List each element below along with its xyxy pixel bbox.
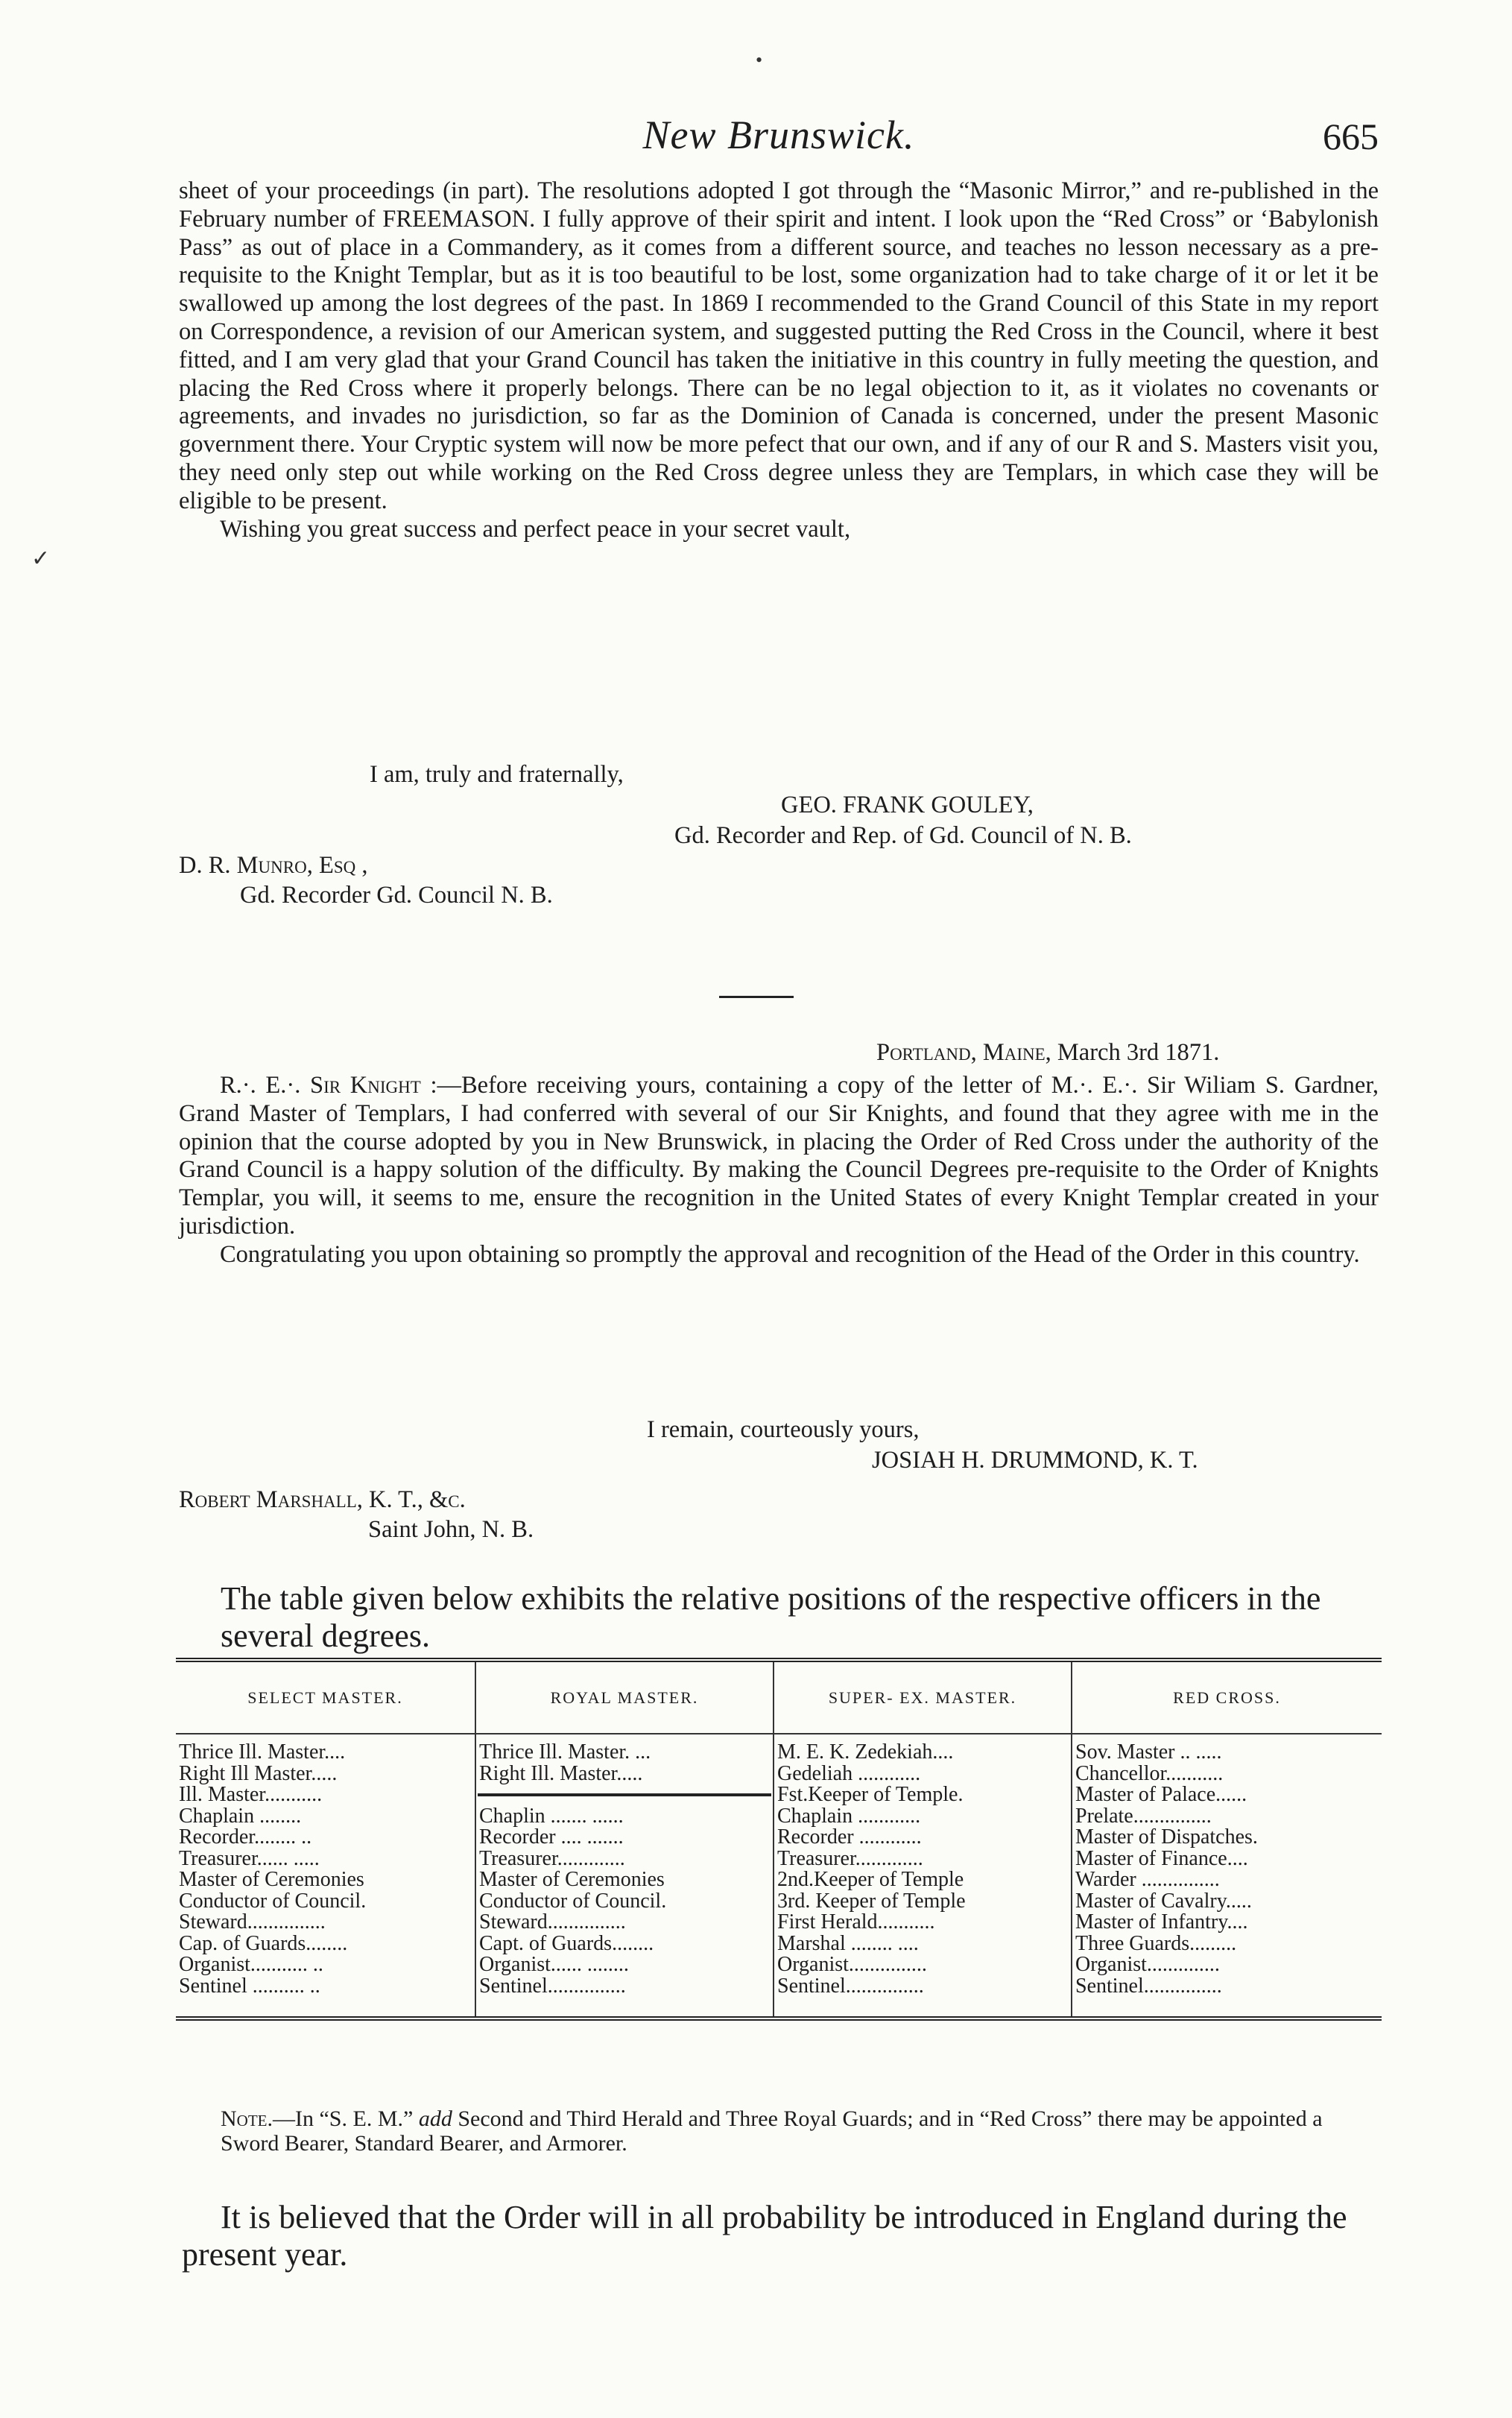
letter1-wishing: Wishing you great success and perfect peace in your secret vault,	[220, 515, 851, 543]
letter1-text	[179, 177, 1379, 543]
table-cell: Fst.Keeper of Temple.	[774, 1784, 1072, 1806]
table-cell: Thrice Ill. Master. ...	[475, 1734, 774, 1764]
table-row	[176, 1784, 1382, 1806]
table-cell: Master of Infantry....	[1075, 1912, 1248, 1934]
table-cell: Master of Dispatches.	[1075, 1827, 1258, 1849]
table-cell: Thrice Ill. Master....	[176, 1734, 475, 1764]
margin-check-mark: ✓	[31, 546, 51, 571]
table-cell: Right Ill. Master.....	[475, 1764, 774, 1785]
table-intro-text: The table given below exhibits the relative positions of the respective officers in the several degrees.	[221, 1580, 1321, 1654]
table-cell: Master of Cavalry.....	[1075, 1890, 1252, 1912]
table-cell: Master of Finance....	[1075, 1848, 1248, 1869]
table-cell: Treasurer...... .....	[176, 1849, 475, 1870]
table-row	[176, 1976, 1382, 2019]
table-row	[176, 1734, 1382, 1764]
letter2-salutation: R.·. E.·. Sir Knight :	[220, 1072, 437, 1099]
table-cell-rule	[475, 1784, 774, 1806]
note-text-2: Second and Third Herald and Three Royal Guards; and in “Red Cross” there may be appointed a Sword Bearer, Standard Bearer, and Armorer.	[221, 2106, 1323, 2156]
table-cell: Chaplain ........	[176, 1806, 475, 1828]
table-cell: Master of Ceremonies	[475, 1869, 774, 1891]
table-cell: Steward...............	[475, 1912, 774, 1934]
letter2-dateline-place: Portland, Maine,	[876, 1039, 1051, 1066]
note-add-word: add	[418, 2106, 452, 2131]
table-cell: Chaplain ............	[774, 1806, 1072, 1828]
table-note	[221, 2106, 1383, 2156]
table-cell: Conductor of Council.	[475, 1891, 774, 1913]
table-row	[176, 1827, 1382, 1849]
column-header: RED CROSS.	[1072, 1660, 1382, 1734]
running-title: New Brunswick.	[642, 113, 915, 157]
closing-paragraph: It is believed that the Order will in all probability be introduced in England during the present year.	[182, 2199, 1347, 2273]
letter2-dateline-date: March 3rd 1871.	[1057, 1039, 1220, 1066]
table-cell: Organist..............	[1075, 1954, 1220, 1976]
table-cell: Chaplin ....... ......	[475, 1806, 774, 1828]
table-cell: Organist........... ..	[176, 1954, 475, 1976]
table-cell: Organist...............	[774, 1954, 1072, 1976]
table-cell: Recorder ............	[774, 1827, 1072, 1849]
letter1-signature-title: Gd. Recorder and Rep. of Gd. Council of N. B.	[674, 822, 1132, 849]
table-cell: Prelate...............	[1075, 1805, 1212, 1827]
table-cell: 2nd.Keeper of Temple	[774, 1869, 1072, 1891]
page-header	[179, 112, 1379, 164]
table-cell: Recorder........ ..	[176, 1827, 475, 1849]
table-row	[176, 1934, 1382, 1955]
letter2-congrats: Congratulating you upon obtaining so promptly the approval and recognition of the Head of the Order in this country.	[220, 1240, 1360, 1268]
table-cell: Marshal ........ ....	[774, 1934, 1072, 1955]
table-cell: Cap. of Guards........	[176, 1934, 475, 1955]
letter1-body: sheet of your proceedings (in part). The resolutions adopted I got through the “Masonic Mirror,” and re-published in the February number of FREEMASON. I fully approve of their spirit and intent. I look upon the “Red Cross” or ‘Babylonish Pass” as out of place in a Commandery, as it comes from a different source, and teaches no lesson necessary as a pre-requisite to the Knight Templar, but as it is too beautiful to be lost, some organization had to take charge of it or let it be swallowed up among the lost degrees of the past. In 1869 I recommended to the Grand Council of this State in my report on Correspondence, a revision of our American system, and suggested putting the Red Cross in the Council, where it best fitted, and I am very glad that your Grand Council has taken the initiative in this country in fully meeting the question, and placing the Red Cross where it properly belongs. There can be no legal objection to it, as it violates no covenants or agreements, and invades no jurisdiction, so far as the Dominion of Canada is concerned, under the present Masonic government there. Your Cryptic system will now be more pefect that our own, and if any of our R and S. Masters visit you, they need only step out while working on the Red Cross degree unless they are Templars, in which case they will be eligible to be present.	[179, 177, 1379, 514]
column-header: SUPER- EX. MASTER.	[774, 1660, 1072, 1734]
table-cell: Recorder .... .......	[475, 1827, 774, 1849]
table-cell: Warder ...............	[1075, 1869, 1220, 1891]
table-row	[176, 1869, 1382, 1891]
letter2-signature: JOSIAH H. DRUMMOND, K. T.	[872, 1447, 1198, 1474]
letter2-body: —Before receiving yours, containing a copy of the letter of M.·. E.·. Sir Wiliam S. Gardner, Grand Master of Templars, I had conferred with several of our Sir Knights, and found that they agree with me in the opinion that the course adopted by you in New Brunswick, in placing the Order of Red Cross under the authority of the Grand Council is a happy solution of the difficulty. By making the Council Degrees pre-requisite to the Order of Knights Templar, you will, it seems to me, ensure the recognition in the United States of every Knight Templar created in your jurisdiction.	[179, 1072, 1379, 1240]
table-row	[176, 1806, 1382, 1828]
table-cell: Organist...... ........	[475, 1954, 774, 1976]
table-intro	[221, 1580, 1383, 1655]
note-label: Note.	[221, 2106, 273, 2131]
table-cell: Master of Ceremonies	[176, 1869, 475, 1891]
top-dot-mark: •	[756, 49, 763, 71]
table-cell: Treasurer.............	[475, 1849, 774, 1870]
letter2-addressee-place: Saint John, N. B.	[368, 1516, 534, 1543]
table-row	[176, 1954, 1382, 1976]
table-cell: Capt. of Guards........	[475, 1934, 774, 1955]
table-cell: Conductor of Council.	[176, 1891, 475, 1913]
table-cell: Treasurer.............	[774, 1849, 1072, 1870]
table-cell: Ill. Master...........	[176, 1784, 475, 1806]
page-number: 665	[1323, 116, 1379, 157]
letter1-addressee-name: D. R. Munro, Esq ,	[179, 852, 368, 879]
table-cell: Steward...............	[176, 1912, 475, 1934]
table-cell: First Herald...........	[774, 1912, 1072, 1934]
letter2-text	[179, 1072, 1379, 1269]
table-cell: Sentinel...............	[774, 1976, 1072, 2019]
table-row	[176, 1891, 1382, 1913]
column-header: SELECT MASTER.	[176, 1660, 475, 1734]
table-cell: Sentinel .......... ..	[176, 1976, 475, 2019]
note-text-1: —In “S. E. M.”	[273, 2106, 414, 2131]
column-header: ROYAL MASTER.	[475, 1660, 774, 1734]
letter1-addressee-title: Gd. Recorder Gd. Council N. B.	[240, 882, 553, 909]
letter2-addressee-name: Robert Marshall, K. T., &c.	[179, 1486, 466, 1513]
table-cell: Chancellor...........	[1075, 1763, 1224, 1784]
table-cell: Sentinel...............	[475, 1976, 774, 2019]
table-cell: M. E. K. Zedekiah....	[774, 1734, 1072, 1764]
table-row	[176, 1912, 1382, 1934]
officer-positions-table	[176, 1658, 1382, 2021]
table-cell: Sentinel...............	[1075, 1975, 1222, 1998]
table-cell: Gedeliah ............	[774, 1764, 1072, 1785]
table-header-row	[176, 1660, 1382, 1734]
letter2-closing: I remain, courteously yours,	[647, 1416, 920, 1443]
table-cell: 3rd. Keeper of Temple	[774, 1891, 1072, 1913]
letter1-signature: GEO. FRANK GOULEY,	[781, 792, 1034, 818]
table-cell: Sov. Master .. .....	[1075, 1740, 1222, 1764]
letter1-closing: I am, truly and fraternally,	[370, 761, 624, 788]
letter2-dateline	[876, 1039, 1219, 1067]
table-row	[176, 1764, 1382, 1785]
table-cell: Three Guards.........	[1075, 1933, 1237, 1954]
table-cell: Right Ill Master.....	[176, 1764, 475, 1785]
section-divider	[719, 996, 794, 998]
table-row	[176, 1849, 1382, 1870]
table-cell: Master of Palace......	[1075, 1784, 1247, 1806]
blank-rule	[478, 1793, 771, 1796]
